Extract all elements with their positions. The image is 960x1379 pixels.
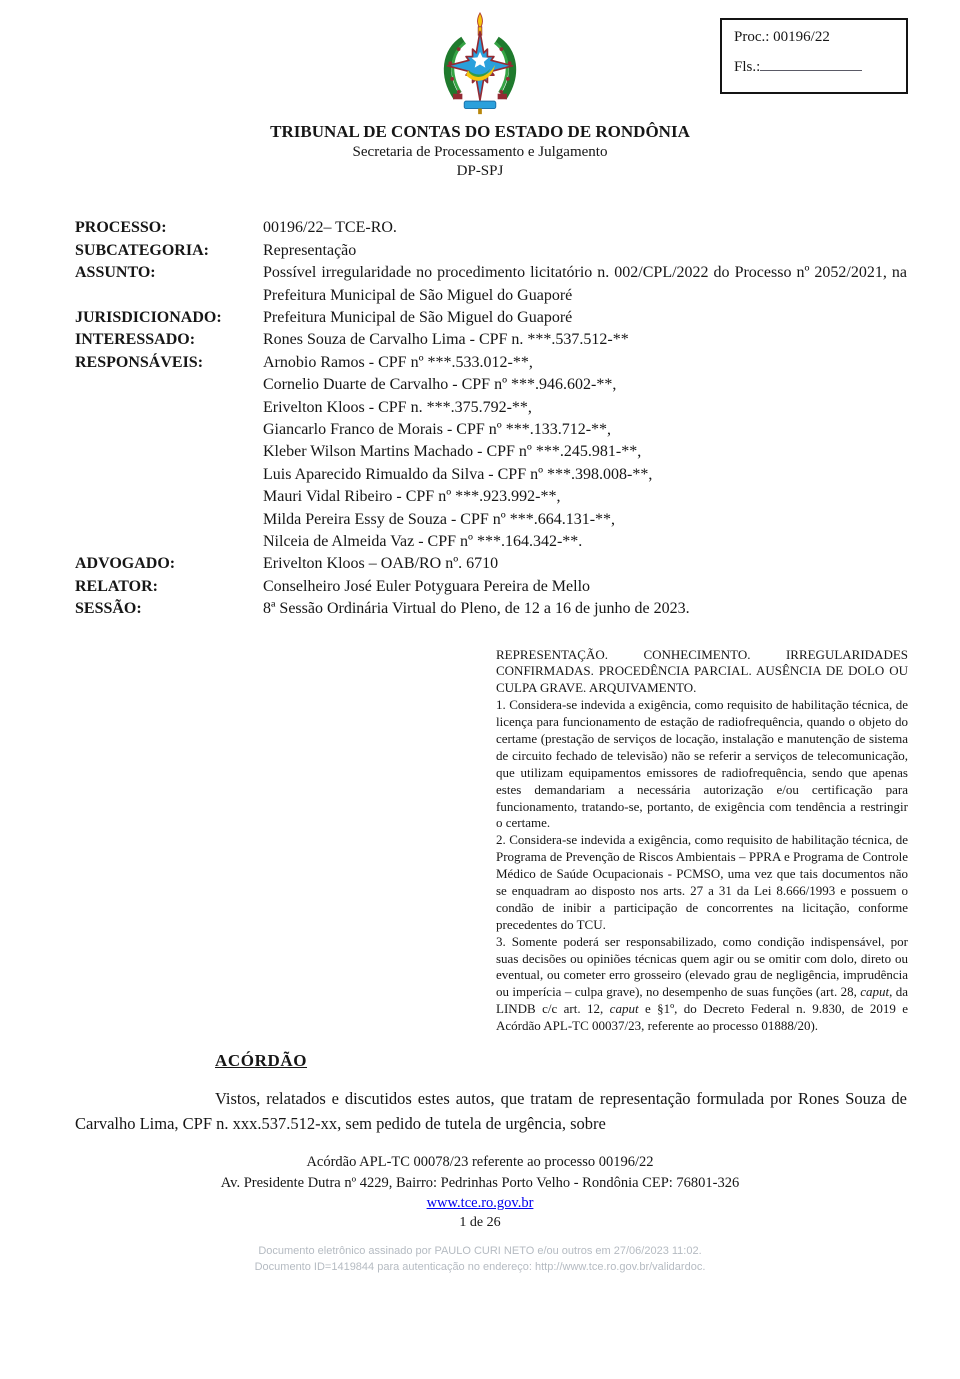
meta-value: Conselheiro José Euler Potyguara Pereira de Mello — [263, 577, 591, 595]
rondonia-coat-of-arms-icon — [438, 12, 522, 116]
meta-row-advogado — [75, 553, 907, 575]
meta-value: Prefeitura Municipal de São Miguel do Guaporé — [263, 309, 573, 327]
meta-label: INTERESSADO: — [75, 331, 196, 349]
meta-label: SUBCATEGORIA: — [75, 241, 209, 259]
meta-label: RELATOR: — [75, 577, 158, 595]
responsavel-line: Arnobio Ramos - CPF nº ***.533.012-**, — [263, 353, 533, 371]
meta-value: 00196/22– TCE-RO. — [263, 219, 397, 237]
ementa-item-2: 2. Considera-se indevida a exigência, como requisito de habilitação técnica, de Programa de Prevenção de Riscos Ambientais – PPRA e Programa de Controle Médico de Saúde Ocupacionais - PCMSO, uma vez que tais documentos não se enquadram ao disposto nos arts. 27 a 31 da Lei 8.666/1993 e possuem o condão de inibir a participação de concorrentes na licitação, conforme precedentes do TCU. — [496, 832, 908, 932]
ementa-block — [496, 647, 908, 1035]
ementa-item-3-caput: caput — [860, 984, 890, 1000]
meta-label: ASSUNTO: — [75, 264, 156, 282]
ementa-item-3-text: , da LINDB c/c art. 12, — [496, 984, 908, 1017]
meta-label: JURISDICIONADO: — [75, 309, 222, 327]
footer-reference: Acórdão APL-TC 00078/23 referente ao processo 00196/22 — [306, 1154, 654, 1171]
process-number-box — [720, 18, 908, 94]
meta-value: Possível irregularidade no procedimento licitatório n. 002/CPL/2022 do Processo nº 2052/2021, na Prefeitura Municipal de São Miguel do Guaporé — [263, 264, 907, 304]
org-unit: DP-SPJ — [456, 163, 504, 180]
signature-line-1: Documento eletrônico assinado por PAULO CURI NETO e/ou outros em 27/06/2023 11:02. — [258, 1244, 702, 1257]
org-title: TRIBUNAL DE CONTAS DO ESTADO DE RONDÔNIA — [270, 122, 690, 141]
meta-label: ADVOGADO: — [75, 555, 176, 573]
org-secretariat: Secretaria de Processamento e Julgamento — [352, 144, 608, 161]
electronic-signature — [0, 1243, 960, 1276]
signature-line-2: Documento ID=1419844 para autenticação no endereço: http://www.tce.ro.gov.br/validardoc. — [254, 1261, 706, 1274]
ementa-item-1: 1. Considera-se indevida a exigência, como requisito de habilitação técnica, de licença para funcionamento de estação de radiofrequência, quando o objeto do certame (prestação de serviços de locação, instalação e manutenção de sistema de circuito fechado de televisão) não se referir a serviços de telecomunicação, que utilizam equipamentos emissores de radiofrequência, sendo que apenas estes demandariam a necessária autorização e/ou certificação para funcionamento, tratando-se, portanto, de exigência com tendência a restringir o certame. — [496, 697, 908, 831]
responsavel-line: Luis Aparecido Rimualdo da Silva - CPF nº ***.398.008-**, — [263, 465, 653, 483]
meta-row-subcategoria — [75, 240, 907, 262]
meta-row-assunto — [75, 262, 907, 307]
ementa-item-3-caput: caput — [609, 1001, 639, 1017]
ementa-heading: REPRESENTAÇÃO. CONHECIMENTO. IRREGULARIDADES CONFIRMADAS. PROCEDÊNCIA PARCIAL. AUSÊNCIA DE DOLO OU CULPA GRAVE. ARQUIVAMENTO. — [496, 646, 908, 696]
meta-row-sessao — [75, 598, 907, 620]
footer-website-link[interactable]: www.tce.ro.gov.br — [426, 1195, 534, 1212]
ementa-item-3-text: 3. Somente poderá ser responsabilizado, como condição indispensável, por suas decisões ou opiniões técnicas quem agir ou se omitir com dolo, direto ou eventual, ou cometer erro grosseiro (elevado grau de negligência, imprudência ou imperícia – culpa grave), no desempenho de suas funções (art. 28, — [496, 933, 908, 1000]
meta-label: SESSÃO: — [75, 600, 142, 618]
responsavel-line: Mauri Vidal Ribeiro - CPF nº ***.923.992-**, — [263, 488, 561, 506]
meta-label: PROCESSO: — [75, 219, 167, 237]
meta-row-jurisdicionado — [75, 307, 907, 329]
meta-row-processo — [75, 217, 907, 239]
responsavel-line: Cornelio Duarte de Carvalho - CPF nº ***.946.602-**, — [263, 376, 617, 394]
meta-value: Erivelton Kloos – OAB/RO nº. 6710 — [263, 555, 499, 573]
responsavel-line: Nilceia de Almeida Vaz - CPF nº ***.164.342-**. — [263, 532, 583, 550]
ementa-item-3 — [496, 934, 908, 1035]
case-metadata — [75, 217, 907, 620]
ementa-item-3-text: e §1º, do Decreto Federal n. 9.830, de 2019 e Acórdão APL-TC 00037/23, referente ao processo 01888/20). — [496, 1001, 908, 1034]
meta-value: Representação — [263, 241, 357, 259]
meta-value-list — [263, 352, 907, 554]
responsavel-line: Giancarlo Franco de Morais - CPF nº ***.133.712-**, — [263, 420, 612, 438]
fls-label: Fls.: — [734, 59, 761, 75]
meta-value: Rones Souza de Carvalho Lima - CPF n. ***.537.512-** — [263, 331, 629, 349]
responsavel-line: Kleber Wilson Martins Machado - CPF nº ***.245.981-**, — [263, 443, 642, 461]
process-number: Proc.: 00196/22 — [734, 29, 830, 45]
document-header — [0, 121, 960, 181]
meta-row-interessado — [75, 329, 907, 351]
page-number: 1 de 26 — [459, 1215, 501, 1231]
responsavel-line: Milda Pereira Essy de Souza - CPF nº ***.664.131-**, — [263, 510, 616, 528]
fls-line — [734, 57, 902, 76]
meta-row-responsaveis — [75, 352, 907, 554]
meta-label: RESPONSÁVEIS: — [75, 353, 204, 371]
footer-address: Av. Presidente Dutra nº 4229, Bairro: Pedrinhas Porto Velho - Rondônia CEP: 76801-326 — [220, 1174, 740, 1191]
decision-paragraph: Vistos, relatados e discutidos estes autos, que tratam de representação formulada por Rones Souza de Carvalho Lima, CPF n. xxx.537.512-xx, sem pedido de tutela de urgência, sobre — [75, 1088, 907, 1133]
acordao-heading-row — [0, 1035, 960, 1070]
responsavel-line: Erivelton Kloos - CPF n. ***.375.792-**, — [263, 398, 532, 416]
fls-blank-field — [760, 57, 862, 71]
meta-row-relator — [75, 576, 907, 598]
meta-value: 8ª Sessão Ordinária Virtual do Pleno, de 12 a 16 de junho de 2023. — [263, 600, 690, 618]
acordao-heading: ACÓRDÃO — [215, 1050, 308, 1070]
page-footer — [0, 1152, 960, 1232]
